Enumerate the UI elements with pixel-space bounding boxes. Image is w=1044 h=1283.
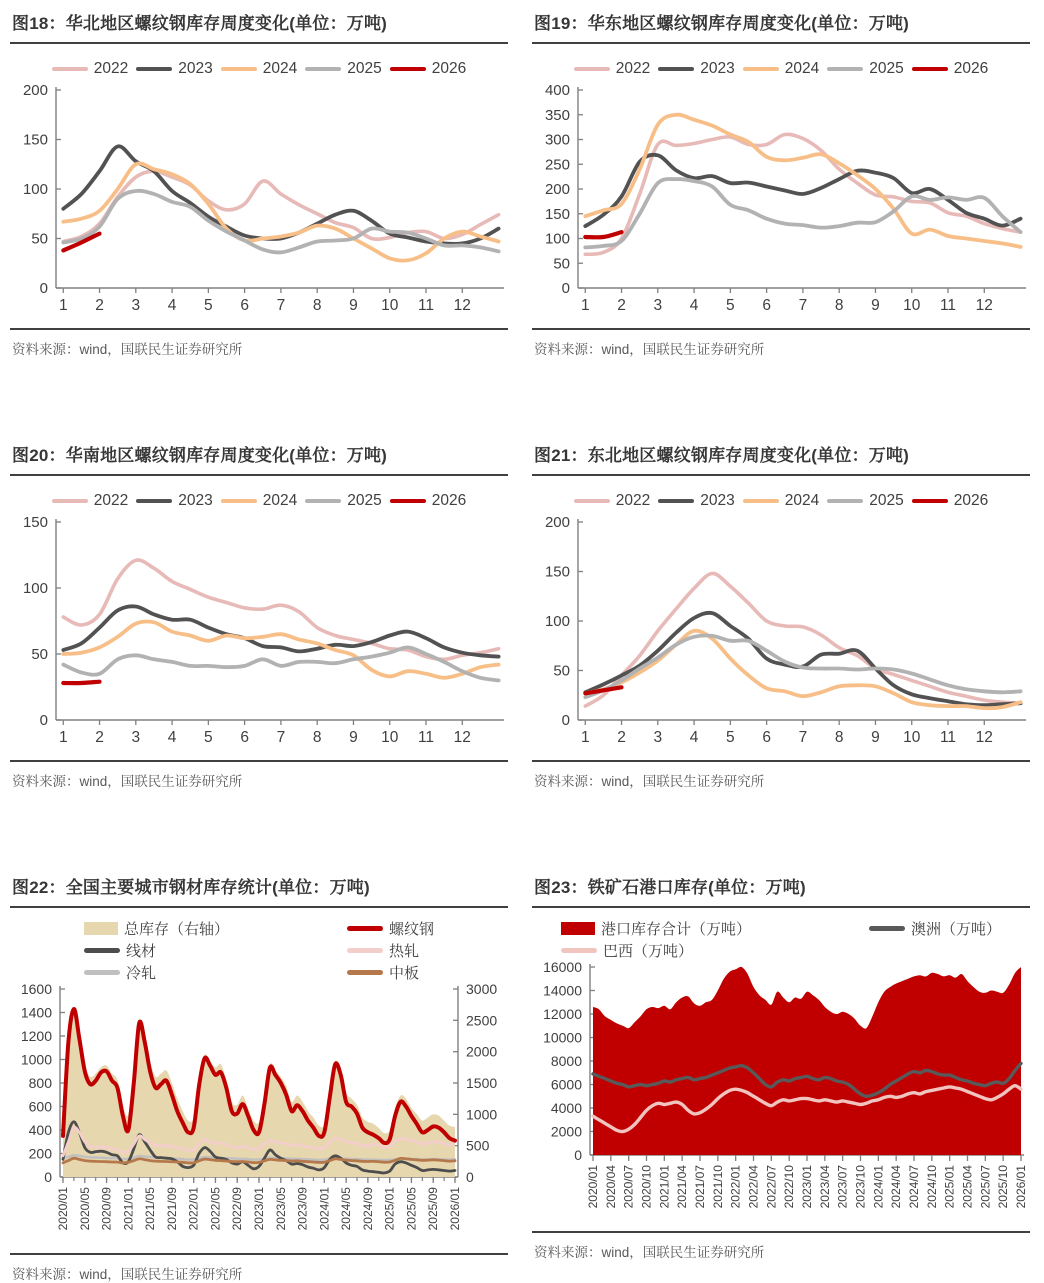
source-note-fig18: 资料来源：wind，国联民生证券研究所 [10, 328, 508, 358]
x-tick-label: 9 [349, 297, 358, 314]
y2-tick-label: 500 [466, 1137, 490, 1154]
legend-item-2024 [221, 60, 297, 78]
x-tick-label: 4 [689, 729, 699, 746]
legend-item-2026 [912, 60, 988, 78]
x-tick-label: 4 [689, 297, 699, 314]
y-tick-label: 100 [22, 580, 48, 597]
y-tick-label: 150 [544, 563, 570, 581]
y-tick-label: 400 [28, 1122, 52, 1138]
y2-tick-label: 0 [466, 1169, 474, 1185]
x-tick-label: 4 [167, 729, 177, 746]
y-tick-label: 1600 [20, 983, 52, 997]
x-tick-label: 2025/01 [382, 1187, 397, 1231]
x-tick-label: 11 [939, 729, 957, 746]
x-tick-label: 3 [131, 297, 141, 314]
x-tick-label: 10 [903, 297, 921, 314]
y-tick-label: 600 [28, 1098, 52, 1115]
legend-label: 2024 [262, 60, 298, 77]
legend-swatch-line [347, 948, 383, 953]
panel-fig19 [522, 0, 1044, 432]
legend-item-澳洲（万吨） [869, 918, 1001, 939]
x-tick-label: 2020/09 [99, 1187, 114, 1231]
y-tick-label: 8000 [550, 1053, 582, 1069]
x-tick-label: 2026/01 [448, 1187, 462, 1231]
x-tick-label: 2024/01 [317, 1187, 332, 1231]
legend-swatch-line [658, 499, 694, 504]
legend-swatch-line [827, 499, 863, 504]
y-tick-label: 300 [544, 131, 570, 149]
legend-swatch-line [390, 67, 426, 72]
legend-label: 2022 [93, 60, 129, 77]
legend-label: 冷轧 [125, 965, 156, 982]
legend-label: 热轧 [389, 943, 420, 960]
y-tick-label: 150 [544, 205, 570, 223]
legend-fig23 [532, 918, 1030, 961]
chart-fig19 [532, 80, 1030, 320]
x-tick-label: 2025/04 [960, 1165, 975, 1209]
legend-item-2026 [390, 60, 466, 78]
x-tick-label: 2023/01 [800, 1165, 814, 1209]
chart-svg-图19 [532, 80, 1030, 320]
legend-label: 螺纹钢 [389, 921, 435, 938]
x-tick-label: 6 [240, 297, 249, 314]
x-tick-label: 2020/01 [56, 1187, 70, 1231]
x-tick-label: 2025/09 [426, 1187, 441, 1231]
legend-swatch-line [347, 970, 383, 975]
series-line-2025 [63, 191, 498, 253]
y-tick-label: 50 [553, 662, 570, 680]
y-tick-label: 150 [22, 131, 48, 149]
x-tick-label: 2024/07 [907, 1165, 921, 1209]
legend-item-2022 [574, 492, 650, 510]
x-tick-label: 2020/04 [603, 1165, 618, 1209]
series-line-2026 [63, 682, 99, 683]
x-tick-label: 10 [381, 297, 399, 314]
y-tick-label: 14000 [543, 982, 582, 999]
y2-tick-label: 2000 [466, 1043, 498, 1060]
legend-item-2025 [305, 492, 381, 510]
x-tick-label: 12 [453, 729, 471, 746]
x-tick-label: 2022/04 [746, 1165, 761, 1209]
legend-swatch-line [305, 499, 341, 504]
x-tick-label: 2024/09 [360, 1187, 375, 1231]
legend-item-2022 [52, 60, 128, 78]
legend-swatch-line [743, 499, 779, 504]
x-tick-label: 2 [95, 729, 104, 746]
x-tick-label: 3 [653, 729, 663, 746]
x-tick-label: 7 [798, 297, 808, 314]
x-tick-label: 7 [276, 297, 286, 314]
panel-fig23 [522, 864, 1044, 1260]
legend-item-总库存（右轴） [84, 918, 229, 939]
chart-title-fig19: 图19：华东地区螺纹钢库存周度变化(单位：万吨) [532, 6, 1030, 44]
legend-item-2025 [827, 492, 903, 510]
legend-label: 澳洲（万吨） [911, 921, 1002, 938]
legend-swatch-line [561, 948, 597, 953]
x-tick-label: 2022/09 [230, 1187, 245, 1231]
legend-fig18 [10, 60, 508, 78]
chart-fig20 [10, 512, 508, 752]
legend-label: 巴西（万吨） [602, 943, 693, 960]
x-tick-label: 8 [834, 729, 844, 746]
legend-swatch-line [84, 948, 120, 953]
x-tick-label: 5 [726, 297, 735, 314]
x-tick-label: 2022/07 [764, 1165, 779, 1209]
legend-fig22 [10, 918, 508, 983]
x-tick-label: 2025/05 [404, 1187, 419, 1231]
chart-svg-图18 [10, 80, 508, 320]
chart-fig23 [532, 961, 1030, 1229]
legend-swatch-line [52, 499, 88, 504]
x-tick-label: 9 [871, 297, 880, 314]
x-tick-label: 2023/04 [817, 1165, 832, 1209]
y2-tick-label: 1000 [466, 1106, 498, 1123]
legend-item-2024 [743, 492, 819, 510]
x-tick-label: 2025/10 [996, 1165, 1011, 1209]
x-tick-label: 2025/01 [942, 1165, 957, 1209]
legend-label: 线材 [125, 943, 156, 960]
y-tick-label: 100 [544, 613, 570, 630]
x-tick-label: 2023/01 [252, 1187, 266, 1231]
legend-swatch-line [347, 926, 383, 931]
x-tick-label: 2021/01 [657, 1165, 672, 1209]
legend-label: 2023 [700, 60, 735, 77]
x-tick-label: 6 [762, 297, 771, 314]
x-tick-label: 1 [58, 729, 68, 746]
x-tick-label: 2 [617, 297, 626, 314]
legend-label: 2026 [953, 492, 989, 509]
x-tick-label: 2021/10 [710, 1165, 725, 1209]
legend-swatch-line [912, 67, 948, 72]
x-tick-label: 8 [312, 729, 322, 746]
x-tick-label: 2023/09 [295, 1187, 310, 1231]
panel-fig21 [522, 432, 1044, 864]
legend-item-中板 [347, 962, 419, 983]
series-area-港口库存合计（万吨） [593, 967, 1021, 1155]
legend-label: 2025 [347, 60, 382, 77]
legend-label: 2026 [431, 492, 467, 509]
source-note-fig23: 资料来源：wind，国联民生证券研究所 [532, 1231, 1030, 1261]
x-tick-label: 11 [417, 297, 435, 314]
legend-label: 2023 [178, 492, 213, 509]
x-tick-label: 2020/10 [639, 1165, 654, 1209]
y-tick-label: 100 [22, 181, 48, 198]
chart-title-fig21: 图21：东北地区螺纹钢库存周度变化(单位：万吨) [532, 438, 1030, 476]
x-tick-label: 7 [276, 729, 286, 746]
source-note-fig22: 资料来源：wind，国联民生证券研究所 [10, 1253, 508, 1283]
legend-swatch-line [869, 926, 905, 931]
legend-swatch-line [912, 499, 948, 504]
y-tick-label: 100 [544, 230, 570, 248]
y-tick-label: 16000 [543, 961, 582, 975]
chart-fig22 [10, 983, 508, 1251]
x-tick-label: 3 [131, 729, 141, 746]
chart-svg-图23 [532, 961, 1030, 1229]
legend-label: 2024 [784, 60, 820, 77]
x-tick-label: 2020/05 [77, 1187, 92, 1231]
legend-item-2024 [743, 60, 819, 78]
panel-fig18 [0, 0, 522, 432]
legend-swatch-line [658, 67, 694, 72]
legend-swatch-line [84, 970, 120, 975]
legend-item-巴西（万吨） [561, 940, 693, 961]
legend-item-线材 [84, 940, 156, 961]
legend-label: 2024 [784, 492, 820, 509]
legend-swatch-line [574, 67, 610, 72]
y2-tick-label: 1500 [466, 1075, 498, 1091]
x-tick-label: 11 [939, 297, 957, 314]
x-tick-label: 5 [204, 297, 213, 314]
legend-fig19 [532, 60, 1030, 78]
x-tick-label: 8 [312, 297, 322, 314]
panel-fig22 [0, 864, 522, 1282]
legend-item-2022 [574, 60, 650, 78]
legend-item-2025 [827, 60, 903, 78]
y-tick-label: 250 [544, 156, 570, 174]
legend-item-2022 [52, 492, 128, 510]
x-tick-label: 1 [58, 297, 68, 314]
legend-label: 2022 [615, 60, 651, 77]
y-tick-label: 50 [31, 646, 48, 663]
x-tick-label: 2026/01 [1014, 1165, 1028, 1209]
x-tick-label: 2023/05 [273, 1187, 288, 1231]
legend-fig21 [532, 492, 1030, 510]
y-tick-label: 150 [22, 514, 48, 531]
x-tick-label: 2022/01 [728, 1165, 743, 1209]
legend-item-港口库存合计（万吨） [561, 918, 751, 939]
legend-item-螺纹钢 [347, 918, 434, 939]
x-tick-label: 2024/05 [339, 1187, 354, 1231]
y2-tick-label: 3000 [466, 983, 498, 997]
y-tick-label: 12000 [543, 1006, 582, 1022]
x-tick-label: 2022/10 [782, 1165, 797, 1209]
chart-title-fig22: 图22：全国主要城市钢材库存统计(单位：万吨) [10, 870, 508, 908]
legend-item-2025 [305, 60, 381, 78]
x-tick-label: 12 [453, 297, 471, 314]
x-tick-label: 2021/09 [164, 1187, 179, 1231]
legend-label: 2022 [93, 492, 129, 509]
y-tick-label: 1200 [20, 1028, 52, 1044]
chart-svg-图20 [10, 512, 508, 752]
legend-label: 2022 [615, 492, 651, 509]
y-tick-label: 200 [544, 181, 570, 198]
series-line-2024 [63, 163, 498, 260]
x-tick-label: 2020/07 [621, 1165, 636, 1209]
y-tick-label: 200 [22, 82, 48, 99]
chart-svg-图22 [10, 983, 508, 1251]
x-tick-label: 8 [834, 297, 844, 314]
legend-label: 2023 [700, 492, 735, 509]
series-line-2024 [63, 622, 498, 678]
legend-item-2026 [912, 492, 988, 510]
legend-swatch-area [561, 922, 595, 935]
x-tick-label: 2024/10 [924, 1165, 939, 1209]
legend-label: 2025 [347, 492, 382, 509]
panel-fig20 [0, 432, 522, 864]
legend-swatch-line [743, 67, 779, 72]
legend-item-2024 [221, 492, 297, 510]
legend-item-2023 [136, 60, 212, 78]
legend-label: 中板 [389, 965, 420, 982]
legend-item-冷轧 [84, 962, 156, 983]
x-tick-label: 11 [417, 729, 435, 746]
source-note-fig21: 资料来源：wind，国联民生证券研究所 [532, 760, 1030, 790]
series-line-2024 [585, 115, 1020, 247]
legend-fig20 [10, 492, 508, 510]
y2-tick-label: 2500 [466, 1012, 498, 1029]
series-line-2026 [585, 232, 621, 237]
y-tick-label: 50 [31, 230, 48, 248]
legend-swatch-line [136, 499, 172, 504]
series-line-2022 [63, 560, 498, 659]
legend-item-2023 [658, 492, 734, 510]
legend-swatch-line [52, 67, 88, 72]
legend-label: 2023 [178, 60, 213, 77]
x-tick-label: 2021/07 [693, 1165, 707, 1209]
y-tick-label: 350 [544, 106, 570, 124]
x-tick-label: 2024/04 [889, 1165, 904, 1209]
x-tick-label: 2020/01 [586, 1165, 600, 1209]
chart-fig21 [532, 512, 1030, 752]
y-tick-label: 200 [28, 1145, 52, 1162]
x-tick-label: 2021/01 [121, 1187, 136, 1231]
series-line-2023 [63, 606, 498, 656]
legend-label: 2024 [262, 492, 298, 509]
chart-title-fig18: 图18：华北地区螺纹钢库存周度变化(单位：万吨) [10, 6, 508, 44]
x-tick-label: 2021/04 [675, 1165, 690, 1209]
x-tick-label: 12 [975, 297, 993, 314]
x-tick-label: 2024/01 [871, 1165, 886, 1209]
legend-label: 2025 [869, 60, 904, 77]
x-tick-label: 3 [653, 297, 663, 314]
legend-swatch-line [827, 67, 863, 72]
chart-title-fig23: 图23：铁矿石港口库存(单位：万吨) [532, 870, 1030, 908]
x-tick-label: 6 [762, 729, 771, 746]
y-tick-label: 1000 [20, 1051, 52, 1068]
chart-svg-图21 [532, 512, 1030, 752]
legend-label: 2026 [431, 60, 467, 77]
x-tick-label: 9 [349, 729, 358, 746]
legend-label: 港口库存合计（万吨） [600, 921, 751, 938]
x-tick-label: 7 [798, 729, 808, 746]
y-tick-label: 50 [553, 255, 570, 273]
chart-fig18 [10, 80, 508, 320]
y-tick-label: 1400 [20, 1004, 52, 1021]
x-tick-label: 2023/10 [853, 1165, 868, 1209]
legend-swatch-line [136, 67, 172, 72]
y-tick-label: 0 [561, 280, 570, 297]
y-tick-label: 0 [39, 280, 48, 297]
legend-swatch-area [84, 922, 118, 935]
x-tick-label: 2025/07 [978, 1165, 993, 1209]
legend-swatch-line [390, 499, 426, 504]
x-tick-label: 1 [580, 297, 590, 314]
legend-swatch-line [221, 67, 257, 72]
source-note-fig20: 资料来源：wind，国联民生证券研究所 [10, 760, 508, 790]
x-tick-label: 2 [95, 297, 104, 314]
x-tick-label: 4 [167, 297, 177, 314]
legend-item-2023 [658, 60, 734, 78]
x-tick-label: 2023/07 [835, 1165, 850, 1209]
source-note-fig19: 资料来源：wind，国联民生证券研究所 [532, 328, 1030, 358]
y-tick-label: 4000 [550, 1100, 582, 1116]
series-line-2022 [63, 171, 498, 241]
x-tick-label: 2022/01 [186, 1187, 201, 1231]
x-tick-label: 9 [871, 729, 880, 746]
y-tick-label: 2000 [550, 1123, 582, 1140]
x-tick-label: 2021/05 [143, 1187, 158, 1231]
legend-swatch-line [574, 499, 610, 504]
x-tick-label: 2022/05 [208, 1187, 223, 1231]
legend-label: 总库存（右轴） [123, 921, 229, 938]
x-tick-label: 2 [617, 729, 626, 746]
legend-swatch-line [221, 499, 257, 504]
y-tick-label: 10000 [543, 1029, 582, 1046]
x-tick-label: 5 [726, 729, 735, 746]
x-tick-label: 6 [240, 729, 249, 746]
legend-label: 2025 [869, 492, 904, 509]
chart-title-fig20: 图20：华南地区螺纹钢库存周度变化(单位：万吨) [10, 438, 508, 476]
x-tick-label: 12 [975, 729, 993, 746]
legend-label: 2026 [953, 60, 989, 77]
y-tick-label: 200 [544, 514, 570, 531]
x-tick-label: 10 [903, 729, 921, 746]
legend-item-2023 [136, 492, 212, 510]
x-tick-label: 1 [580, 729, 590, 746]
legend-item-2026 [390, 492, 466, 510]
y-tick-label: 6000 [550, 1076, 582, 1093]
legend-item-热轧 [347, 940, 419, 961]
y-tick-label: 0 [39, 712, 48, 729]
legend-swatch-line [305, 67, 341, 72]
y-tick-label: 0 [574, 1147, 582, 1163]
y-tick-label: 0 [561, 712, 570, 729]
y-tick-label: 400 [544, 82, 570, 99]
x-tick-label: 5 [204, 729, 213, 746]
y-tick-label: 0 [44, 1169, 52, 1185]
y-tick-label: 800 [28, 1075, 52, 1091]
x-tick-label: 10 [381, 729, 399, 746]
